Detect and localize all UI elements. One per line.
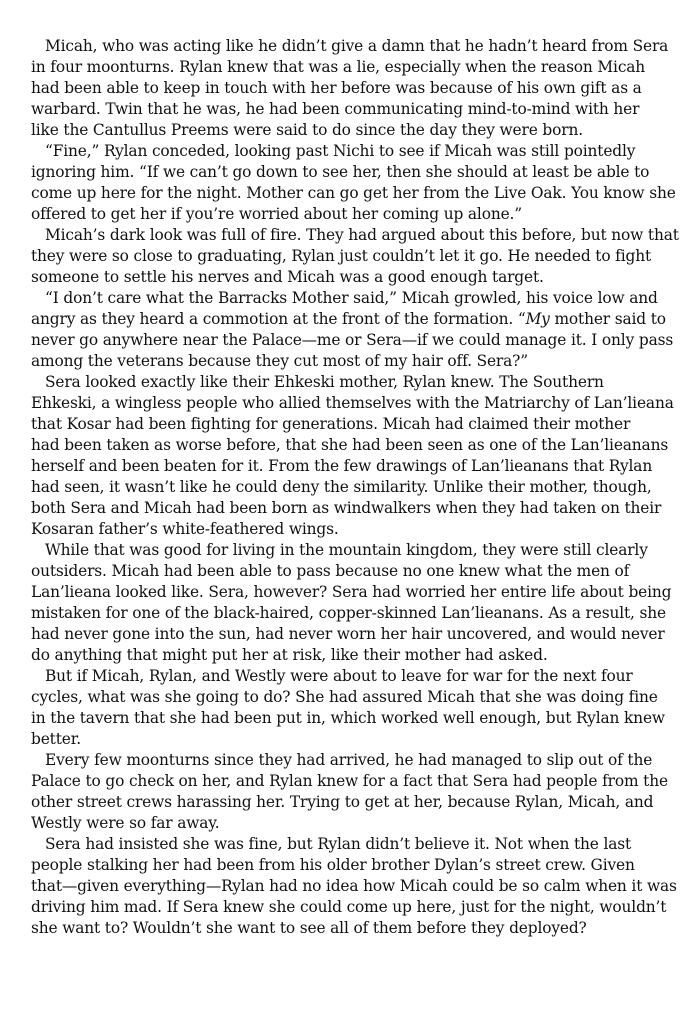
text-line: someone to settle his nerves and Micah was a good enough target. — [31, 268, 544, 286]
text-line: that Kosar had been fighting for generations. Micah had claimed their mother — [31, 415, 631, 433]
text-line: she want to? Wouldn’t she want to see all of them before they deployed? — [31, 919, 587, 937]
book-page — [31, 36, 679, 939]
text-line: Palace to go check on her, and Rylan knew for a fact that Sera had people from the — [31, 772, 668, 790]
text-line: Every few moonturns since they had arrived, he had managed to slip out of the — [45, 751, 653, 769]
text-line: that—given everything—Rylan had no idea how Micah could be so calm when it was — [31, 877, 677, 895]
text-line: had never gone into the sun, had never worn her hair uncovered, and would never — [31, 625, 665, 643]
text-line: Lan’lieana looked like. Sera, however? Sera had worried her entire life about being — [31, 583, 672, 601]
paragraph-1 — [31, 36, 669, 141]
emphasis: My — [525, 310, 550, 328]
text-line: But if Micah, Rylan, and Westly were about to leave for war for the next four — [45, 667, 633, 685]
text-line: in four moonturns. Rylan knew that was a lie, especially when the reason Micah — [31, 58, 646, 76]
paragraph-7 — [31, 666, 665, 750]
text-line: Ehkeski, a wingless people who allied themselves with the Matriarchy of Lan’lieana — [31, 394, 674, 412]
text-line: Sera looked exactly like their Ehkeski mother, Rylan knew. The Southern — [45, 373, 604, 391]
text-line: Westly were so far away. — [31, 814, 220, 832]
paragraph-5 — [31, 372, 674, 540]
paragraph-9 — [31, 834, 677, 939]
text-line: they were so close to graduating, Rylan just couldn’t let it go. He needed to fight — [31, 247, 652, 265]
text-line: in the tavern that she had been put in, which worked well enough, but Rylan knew — [31, 709, 665, 727]
text-line: other street crews harassing her. Trying to get at her, because Rylan, Micah, and — [31, 793, 654, 811]
text-line: Sera had insisted she was fine, but Rylan didn’t believe it. Not when the last — [45, 835, 632, 853]
paragraph-8 — [31, 750, 668, 834]
text-line: cycles, what was she going to do? She had assured Micah that she was doing fine — [31, 688, 658, 706]
text-line: angry as they heard a commotion at the front of the formation. “My mother said to — [31, 310, 666, 328]
text-line: had seen, it wasn’t like he could deny the similarity. Unlike their mother, though, — [31, 478, 652, 496]
text-line: mistaken for one of the black-haired, copper-skinned Lan’lieanans. As a result, she — [31, 604, 666, 622]
text-line: outsiders. Micah had been able to pass because no one knew what the men of — [31, 562, 630, 580]
text-line: had been able to keep in touch with her before was because of his own gift as a — [31, 79, 642, 97]
text-line: do anything that might put her at risk, like their mother had asked. — [31, 646, 548, 664]
text-line: Micah, who was acting like he didn’t give a damn that he hadn’t heard from Sera — [45, 37, 669, 55]
paragraph-6 — [31, 540, 672, 666]
paragraph-3 — [31, 225, 679, 288]
text-line: herself and been beaten for it. From the few drawings of Lan’lieanans that Rylan — [31, 457, 653, 475]
text-line: ignoring him. “If we can’t go down to see her, then she should at least be able to — [31, 163, 650, 181]
text-line: “I don’t care what the Barracks Mother said,” Micah growled, his voice low and — [45, 289, 658, 307]
text-line: warbard. Twin that he was, he had been communicating mind-to-mind with her — [31, 100, 640, 118]
text-line: driving him mad. If Sera knew she could come up here, just for the night, wouldn’t — [31, 898, 667, 916]
text-line: never go anywhere near the Palace—me or Sera—if we could manage it. I only pass — [31, 331, 674, 349]
text-line: people stalking her had been from his older brother Dylan’s street crew. Given — [31, 856, 635, 874]
text-line: both Sera and Micah had been born as windwalkers when they had taken on their — [31, 499, 662, 517]
text-line: “Fine,” Rylan conceded, looking past Nichi to see if Micah was still pointedly — [45, 142, 636, 160]
paragraph-2 — [31, 141, 676, 225]
text-line: come up here for the night. Mother can go get her from the Live Oak. You know she — [31, 184, 676, 202]
text-line: Kosaran father’s white-feathered wings. — [31, 520, 339, 538]
paragraph-4 — [31, 288, 674, 372]
text-line: better. — [31, 730, 81, 748]
text-line: offered to get her if you’re worried about her coming up alone.” — [31, 205, 523, 223]
text-line: among the veterans because they cut most of my hair off. Sera?” — [31, 352, 528, 370]
text-line: had been taken as worse before, that she had been seen as one of the Lan’lieanans — [31, 436, 669, 454]
text-line: like the Cantullus Preems were said to do since the day they were born. — [31, 121, 583, 139]
text-line: Micah’s dark look was full of fire. They had argued about this before, but now that — [45, 226, 679, 244]
text-line: While that was good for living in the mountain kingdom, they were still clearly — [45, 541, 648, 559]
